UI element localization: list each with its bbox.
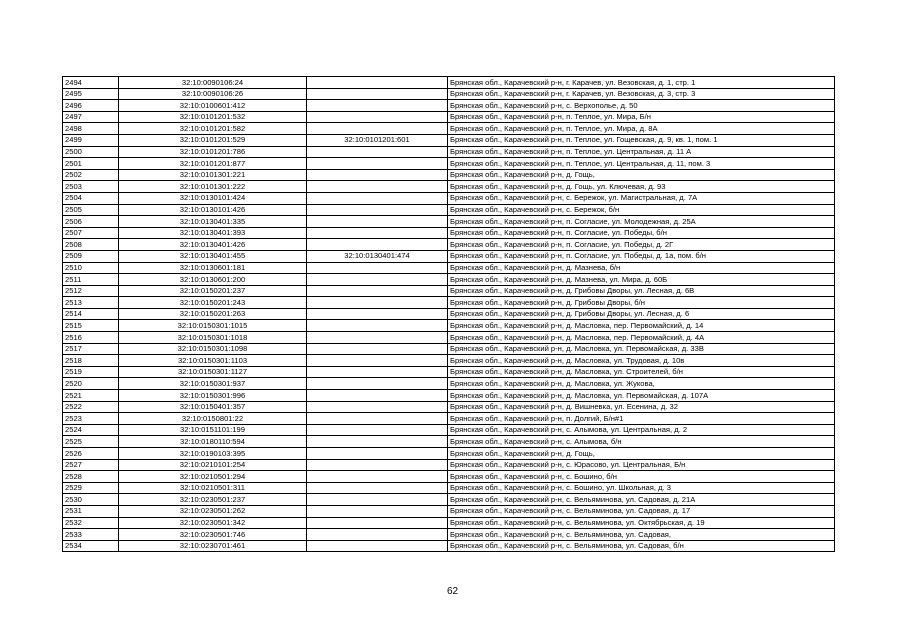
cadastral-number-cell: 32:10:0130601:200 [119,274,307,286]
address-cell: Брянская обл., Карачевский р-н, с. Бошино, ул. Школьная, д. 3 [448,482,835,494]
parent-cadastral-cell [307,181,448,193]
address-cell: Брянская обл., Карачевский р-н, с. Бережок, ул. Магистральная, д. 7А [448,192,835,204]
row-number-cell: 2514 [63,308,119,320]
cadastral-number-cell: 32:10:0150801:22 [119,413,307,425]
table-row [63,250,835,262]
table-row [63,505,835,517]
address-cell: Брянская обл., Карачевский р-н, п. Теплое, ул. Мира, Б/н [448,111,835,123]
table-row [63,88,835,100]
cadastral-number-cell: 32:10:0090106:26 [119,88,307,100]
parent-cadastral-cell [307,529,448,541]
table-row [63,494,835,506]
parent-cadastral-cell [307,332,448,344]
table-row [63,517,835,529]
address-cell: Брянская обл., Карачевский р-н, с. Юрасово, ул. Центральная, Б/н [448,459,835,471]
table-row [63,401,835,413]
table-row [63,111,835,123]
address-cell: Брянская обл., Карачевский р-н, с. Вельяминова, ул. Садовая, [448,529,835,541]
table-row [63,459,835,471]
address-cell: Брянская обл., Карачевский р-н, п. Долгий, Б/н#1 [448,413,835,425]
row-number-cell: 2498 [63,123,119,135]
table-row [63,424,835,436]
cadastral-number-cell: 32:10:0130401:393 [119,227,307,239]
row-number-cell: 2500 [63,146,119,158]
cadastral-number-cell: 32:10:0101201:582 [119,123,307,135]
table-row [63,285,835,297]
table-row [63,378,835,390]
row-number-cell: 2530 [63,494,119,506]
parent-cadastral-cell: 32:10:0130401:474 [307,250,448,262]
cadastral-number-cell: 32:10:0101301:222 [119,181,307,193]
table-row [63,436,835,448]
row-number-cell: 2520 [63,378,119,390]
table-row [63,181,835,193]
parent-cadastral-cell [307,239,448,251]
cadastral-number-cell: 32:10:0130401:335 [119,216,307,228]
parent-cadastral-cell [307,227,448,239]
parent-cadastral-cell [307,343,448,355]
cadastral-number-cell: 32:10:0230501:342 [119,517,307,529]
parent-cadastral-cell [307,216,448,228]
address-cell: Брянская обл., Карачевский р-н, д. Грибовы Дворы, ул. Лесная, д. 6 [448,308,835,320]
cadastral-number-cell: 32:10:0150301:1127 [119,366,307,378]
row-number-cell: 2521 [63,390,119,402]
table-row [63,192,835,204]
parent-cadastral-cell [307,297,448,309]
row-number-cell: 2510 [63,262,119,274]
parent-cadastral-cell [307,366,448,378]
row-number-cell: 2516 [63,332,119,344]
parent-cadastral-cell [307,100,448,112]
address-cell: Брянская обл., Карачевский р-н, с. Бережок, б/н [448,204,835,216]
parent-cadastral-cell [307,146,448,158]
cadastral-number-cell: 32:10:0190103:395 [119,448,307,460]
address-cell: Брянская обл., Карачевский р-н, д. Гощь, [448,169,835,181]
row-number-cell: 2525 [63,436,119,448]
cadastral-number-cell: 32:10:0150201:237 [119,285,307,297]
table-row [63,471,835,483]
parent-cadastral-cell [307,459,448,471]
cadastral-number-cell: 32:10:0090106:24 [119,77,307,89]
address-cell: Брянская обл., Карачевский р-н, с. Верхополье, д. 50 [448,100,835,112]
cadastral-number-cell: 32:10:0150301:937 [119,378,307,390]
table-row [63,297,835,309]
parent-cadastral-cell: 32:10:0101201:601 [307,134,448,146]
table-row [63,366,835,378]
address-cell: Брянская обл., Карачевский р-н, с. Вельяминова, ул. Октябрьская, д. 19 [448,517,835,529]
table-row [63,274,835,286]
table-row [63,239,835,251]
address-cell: Брянская обл., Карачевский р-н, д. Масловка, ул. Первомайская, д. 33В [448,343,835,355]
table-row [63,169,835,181]
row-number-cell: 2505 [63,204,119,216]
row-number-cell: 2532 [63,517,119,529]
address-cell: Брянская обл., Карачевский р-н, п. Теплое, ул. Центральная, д. 11, пом. 3 [448,158,835,170]
row-number-cell: 2531 [63,505,119,517]
row-number-cell: 2496 [63,100,119,112]
cadastral-number-cell: 32:10:0130401:455 [119,250,307,262]
address-cell: Брянская обл., Карачевский р-н, д. Масловка, ул. Жукова, [448,378,835,390]
parent-cadastral-cell [307,471,448,483]
address-cell: Брянская обл., Карачевский р-н, п. Теплое, ул. Центральная, д. 11 А [448,146,835,158]
address-cell: Брянская обл., Карачевский р-н, д. Гощь, ул. Ключевая, д. 93 [448,181,835,193]
table-row [63,123,835,135]
page-number: 62 [446,586,459,597]
address-cell: Брянская обл., Карачевский р-н, д. Масловка, ул. Первомайская, д. 107А [448,390,835,402]
row-number-cell: 2522 [63,401,119,413]
table-row [63,308,835,320]
parent-cadastral-cell [307,158,448,170]
cadastral-number-cell: 32:10:0210101:254 [119,459,307,471]
row-number-cell: 2524 [63,424,119,436]
address-cell: Брянская обл., Карачевский р-н, д. Грибовы Дворы, б/н [448,297,835,309]
cadastral-number-cell: 32:10:0101201:529 [119,134,307,146]
parent-cadastral-cell [307,123,448,135]
row-number-cell: 2528 [63,471,119,483]
parent-cadastral-cell [307,401,448,413]
parent-cadastral-cell [307,285,448,297]
table-row [63,146,835,158]
address-cell: Брянская обл., Карачевский р-н, п. Теплое, ул. Мира, д. 8А [448,123,835,135]
address-cell: Брянская обл., Карачевский р-н, д. Мазнева, б/н [448,262,835,274]
cadastral-number-cell: 32:10:0101201:786 [119,146,307,158]
table-row [63,529,835,541]
address-cell: Брянская обл., Карачевский р-н, д. Масловка, пер. Первомайский, д. 14 [448,320,835,332]
cadastral-number-cell: 32:10:0101201:877 [119,158,307,170]
address-cell: Брянская обл., Карачевский р-н, с. Алымова, ул. Центральная, д. 2 [448,424,835,436]
parent-cadastral-cell [307,274,448,286]
address-cell: Брянская обл., Карачевский р-н, п. Теплое, ул. Гощевская, д. 9, кв. 1, пом. 1 [448,134,835,146]
cadastral-number-cell: 32:10:0130401:426 [119,239,307,251]
cadastral-number-cell: 32:10:0101301:221 [119,169,307,181]
row-number-cell: 2534 [63,540,119,552]
row-number-cell: 2506 [63,216,119,228]
row-number-cell: 2518 [63,355,119,367]
parent-cadastral-cell [307,111,448,123]
address-cell: Брянская обл., Карачевский р-н, д. Масловка, ул. Трудовая, д. 10в [448,355,835,367]
cadastral-number-cell: 32:10:0150301:1018 [119,332,307,344]
cadastral-number-cell: 32:10:0150301:1103 [119,355,307,367]
address-cell: Брянская обл., Карачевский р-н, с. Бошино, б/н [448,471,835,483]
address-cell: Брянская обл., Карачевский р-н, д. Грибовы Дворы, ул. Лесная, д. 6В [448,285,835,297]
table-row [63,262,835,274]
address-cell: Брянская обл., Карачевский р-н, п. Согласие, ул. Победы, б/н [448,227,835,239]
row-number-cell: 2504 [63,192,119,204]
parent-cadastral-cell [307,390,448,402]
address-cell: Брянская обл., Карачевский р-н, д. Масловка, пер. Первомайский, д. 4А [448,332,835,344]
cadastral-number-cell: 32:10:0150201:263 [119,308,307,320]
parent-cadastral-cell [307,540,448,552]
parent-cadastral-cell [307,355,448,367]
row-number-cell: 2501 [63,158,119,170]
address-cell: Брянская обл., Карачевский р-н, п. Согласие, ул. Победы, д. 1а, пом. б/н [448,250,835,262]
cadastral-number-cell: 32:10:0101201:532 [119,111,307,123]
cadastral-number-cell: 32:10:0150201:243 [119,297,307,309]
cadastral-number-cell: 32:10:0130101:426 [119,204,307,216]
cadastral-number-cell: 32:10:0150301:1015 [119,320,307,332]
row-number-cell: 2527 [63,459,119,471]
address-cell: Брянская обл., Карачевский р-н, г. Карачев, ул. Везовская, д. 3, стр. 3 [448,88,835,100]
cadastral-number-cell: 32:10:0151101:199 [119,424,307,436]
address-cell: Брянская обл., Карачевский р-н, д. Гощь, [448,448,835,460]
parent-cadastral-cell [307,204,448,216]
parent-cadastral-cell [307,308,448,320]
row-number-cell: 2494 [63,77,119,89]
cadastral-number-cell: 32:10:0230501:237 [119,494,307,506]
address-cell: Брянская обл., Карачевский р-н, с. Вельяминова, ул. Садовая, б/н [448,540,835,552]
row-number-cell: 2503 [63,181,119,193]
row-number-cell: 2529 [63,482,119,494]
table-row [63,100,835,112]
parent-cadastral-cell [307,320,448,332]
parent-cadastral-cell [307,505,448,517]
parent-cadastral-cell [307,77,448,89]
row-number-cell: 2497 [63,111,119,123]
row-number-cell: 2519 [63,366,119,378]
address-cell: Брянская обл., Карачевский р-н, с. Вельяминова, ул. Садовая, д. 21А [448,494,835,506]
address-cell: Брянская обл., Карачевский р-н, г. Карачев, ул. Везовская, д. 1, стр. 1 [448,77,835,89]
address-cell: Брянская обл., Карачевский р-н, д. Масловка, ул. Строителей, б/н [448,366,835,378]
table-row [63,482,835,494]
cadastral-number-cell: 32:10:0230501:262 [119,505,307,517]
parent-cadastral-cell [307,169,448,181]
address-cell: Брянская обл., Карачевский р-н, с. Вельяминова, ул. Садовая, д. 17 [448,505,835,517]
parent-cadastral-cell [307,424,448,436]
table-row [63,204,835,216]
cadastral-number-cell: 32:10:0150301:996 [119,390,307,402]
address-cell: Брянская обл., Карачевский р-н, д. Вишневка, ул. Есенина, д. 32 [448,401,835,413]
row-number-cell: 2507 [63,227,119,239]
table-row [63,320,835,332]
row-number-cell: 2508 [63,239,119,251]
table-row [63,343,835,355]
row-number-cell: 2502 [63,169,119,181]
row-number-cell: 2526 [63,448,119,460]
parent-cadastral-cell [307,448,448,460]
address-cell: Брянская обл., Карачевский р-н, п. Согласие, ул. Победы, д. 2Г [448,239,835,251]
cadastral-number-cell: 32:10:0130101:424 [119,192,307,204]
table-row [63,413,835,425]
row-number-cell: 2511 [63,274,119,286]
parent-cadastral-cell [307,192,448,204]
parent-cadastral-cell [307,517,448,529]
row-number-cell: 2495 [63,88,119,100]
cadastral-number-cell: 32:10:0210501:311 [119,482,307,494]
parent-cadastral-cell [307,378,448,390]
table-row [63,227,835,239]
table-row [63,540,835,552]
cadastral-number-cell: 32:10:0130601:181 [119,262,307,274]
row-number-cell: 2533 [63,529,119,541]
row-number-cell: 2512 [63,285,119,297]
cadastral-number-cell: 32:10:0150401:357 [119,401,307,413]
parent-cadastral-cell [307,413,448,425]
row-number-cell: 2517 [63,343,119,355]
row-number-cell: 2499 [63,134,119,146]
table-row [63,390,835,402]
row-number-cell: 2513 [63,297,119,309]
table-row [63,448,835,460]
parent-cadastral-cell [307,494,448,506]
property-table-body [63,77,835,552]
cadastral-number-cell: 32:10:0180110:594 [119,436,307,448]
table-row [63,355,835,367]
parent-cadastral-cell [307,436,448,448]
cadastral-number-cell: 32:10:0230501:746 [119,529,307,541]
row-number-cell: 2509 [63,250,119,262]
address-cell: Брянская обл., Карачевский р-н, п. Согласие, ул. Молодежная, д. 25А [448,216,835,228]
parent-cadastral-cell [307,88,448,100]
address-cell: Брянская обл., Карачевский р-н, с. Алымова, б/н [448,436,835,448]
table-row [63,134,835,146]
cadastral-number-cell: 32:10:0150301:1098 [119,343,307,355]
row-number-cell: 2515 [63,320,119,332]
cadastral-number-cell: 32:10:0210501:294 [119,471,307,483]
parent-cadastral-cell [307,482,448,494]
cadastral-number-cell: 32:10:0230701:461 [119,540,307,552]
table-row [63,77,835,89]
table-row [63,332,835,344]
table-row [63,158,835,170]
property-table [62,76,835,552]
cadastral-number-cell: 32:10:0100601:412 [119,100,307,112]
parent-cadastral-cell [307,262,448,274]
table-row [63,216,835,228]
address-cell: Брянская обл., Карачевский р-н, д. Мазнева, ул. Мира, д. 60Б [448,274,835,286]
row-number-cell: 2523 [63,413,119,425]
